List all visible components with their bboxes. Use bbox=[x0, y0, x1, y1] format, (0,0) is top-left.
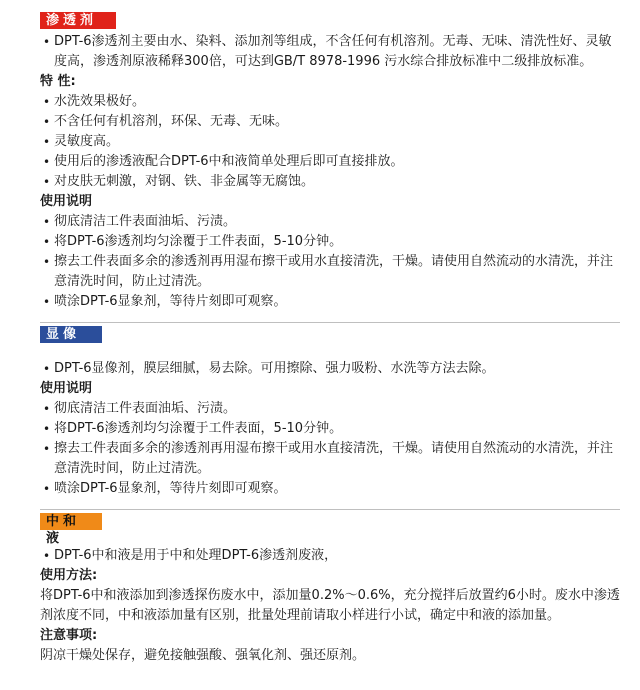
penetrant-tag: 渗透剂 bbox=[40, 12, 116, 29]
penetrant-feature-item: • 使用后的渗透液配合DPT-6中和液简单处理后即可直接排放。 bbox=[40, 152, 620, 172]
developer-section bbox=[40, 326, 620, 499]
developer-usage-item: • 将DPT-6渗透剂均匀涂覆于工件表面，5-10分钟。 bbox=[40, 419, 620, 439]
section-divider bbox=[40, 509, 620, 510]
neutralizer-notes-text: 阴凉干燥处保存，避免接触强酸、强氧化剂、强还原剂。 bbox=[40, 648, 366, 663]
penetrant-intro: • DPT-6渗透剂主要由水、染料、添加剂等组成，不含任何有机溶剂。无毒、无味、清洗性好、灵敏度高，渗透剂原液稀释300倍，可达到GB/T 8978-1996 污水综合排放标准中二级排放标准。 bbox=[40, 32, 620, 72]
penetrant-usage-item: • 擦去工件表面多余的渗透剂再用湿布擦干或用水直接清洗，干燥。请使用自然流动的水清洗，并注意清洗时间，防止过清洗。 bbox=[40, 252, 620, 292]
penetrant-feature-item: • 灵敏度高。 bbox=[40, 132, 620, 152]
neutralizer-method-text: 将DPT-6中和液添加到渗透探伤废水中，添加量0.2%～0.6%，充分搅拌后放置约6小时。废水中渗透剂浓度不同，中和液添加量有区别，批量处理前请取小样进行小试，确定中和液的添加量。 bbox=[40, 588, 620, 623]
penetrant-usage-heading: 使用说明 bbox=[40, 194, 93, 209]
developer-intro: • DPT-6显像剂，膜层细腻，易去除。可用擦除、强力吸粉、水洗等方法去除。 bbox=[40, 359, 620, 379]
penetrant-section bbox=[40, 12, 620, 312]
penetrant-feature-item: • 水洗效果极好。 bbox=[40, 92, 620, 112]
penetrant-feature-item: • 不含任何有机溶剂，环保、无毒、无味。 bbox=[40, 112, 620, 132]
developer-tag: 显像液 bbox=[40, 326, 102, 343]
penetrant-usage-item: • 彻底清洁工件表面油垢、污渍。 bbox=[40, 212, 620, 232]
developer-usage-item: • 擦去工件表面多余的渗透剂再用湿布擦干或用水直接清洗，干燥。请使用自然流动的水清洗，并注意清洗时间，防止过清洗。 bbox=[40, 439, 620, 479]
neutralizer-notes-heading: 注意事项: bbox=[40, 628, 98, 643]
penetrant-features-heading: 特 性: bbox=[40, 74, 76, 89]
developer-usage-heading: 使用说明 bbox=[40, 381, 93, 396]
neutralizer-tag: 中和液 bbox=[40, 513, 102, 530]
penetrant-feature-item: • 对皮肤无刺激，对钢、铁、非金属等无腐蚀。 bbox=[40, 172, 620, 192]
page-content bbox=[40, 12, 620, 666]
section-divider bbox=[40, 322, 620, 323]
penetrant-usage-item: • 将DPT-6渗透剂均匀涂覆于工件表面，5-10分钟。 bbox=[40, 232, 620, 252]
neutralizer-intro: • DPT-6中和液是用于中和处理DPT-6渗透剂废液， bbox=[40, 546, 620, 566]
penetrant-usage-item: • 喷涂DPT-6显象剂，等待片刻即可观察。 bbox=[40, 292, 620, 312]
neutralizer-method-heading: 使用方法: bbox=[40, 568, 98, 583]
neutralizer-section bbox=[40, 513, 620, 666]
developer-usage-item: • 彻底清洁工件表面油垢、污渍。 bbox=[40, 399, 620, 419]
developer-usage-item: • 喷涂DPT-6显象剂，等待片刻即可观察。 bbox=[40, 479, 620, 499]
